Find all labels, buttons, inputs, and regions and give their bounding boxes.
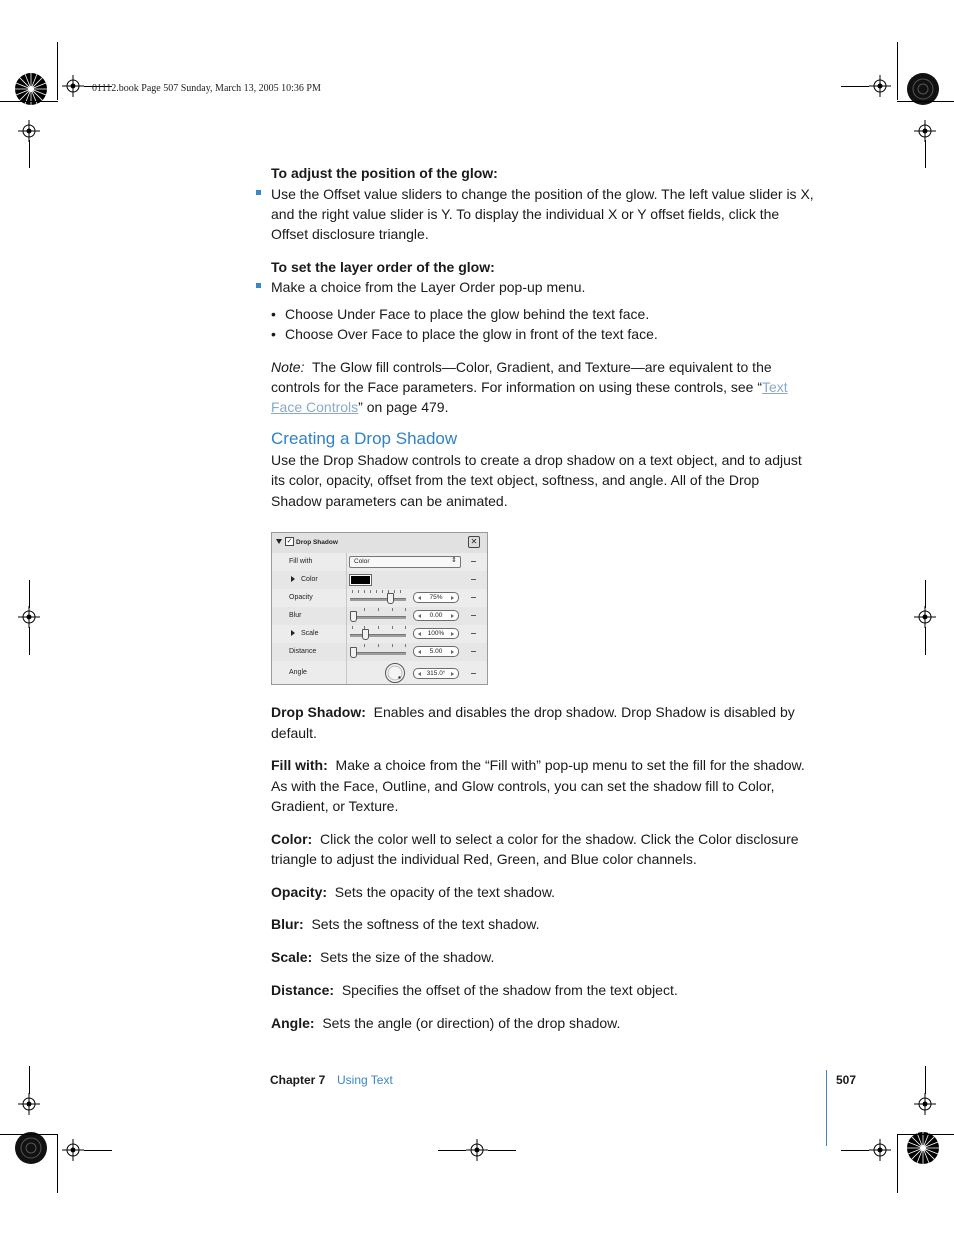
angle-field[interactable]: 315.0° <box>413 668 459 679</box>
distance-label: Distance <box>289 648 317 655</box>
section-heading: Creating a Drop Shadow <box>271 429 458 448</box>
opacity-row <box>272 589 487 607</box>
color-disclosure-icon[interactable] <box>291 576 295 582</box>
def-drop-shadow-line-2: default. <box>271 725 317 741</box>
glow-layer-sub-1: Choose Under Face to place the glow behind the text face. <box>285 306 650 322</box>
color-row <box>272 571 487 589</box>
text-face-controls-link[interactable]: Face Controls <box>271 399 359 415</box>
def-fill-with-line-1: Fill with: Make a choice from the “Fill with” pop-up menu to set the fill for the shadow. <box>271 757 805 773</box>
crosshair-mark-icon <box>18 1093 40 1115</box>
panel-header <box>272 533 487 554</box>
opacity-field[interactable]: 75% <box>413 592 459 603</box>
blur-slider[interactable] <box>350 616 406 619</box>
opacity-label: Opacity <box>289 594 313 601</box>
close-icon[interactable]: ✕ <box>468 536 480 548</box>
section-intro-2: its color, opacity, offset from the text object, softness, and angle. All of the Drop <box>271 472 760 488</box>
def-opacity: Opacity: Sets the opacity of the text shadow. <box>271 884 556 900</box>
distance-row <box>272 643 487 661</box>
note-label: Note: <box>271 359 305 375</box>
footer-divider <box>826 1070 827 1146</box>
disclosure-triangle-icon[interactable] <box>276 539 282 544</box>
crosshair-mark-icon <box>914 606 936 628</box>
def-distance: Distance: Specifies the offset of the shadow from the text object. <box>271 982 678 998</box>
def-color-line-1: Color: Click the color well to select a color for the shadow. Click the Color disclosure <box>271 831 799 847</box>
scale-disclosure-icon[interactable] <box>291 630 295 636</box>
note-line-2: controls for the Face parameters. For information on using these controls, see “Text <box>271 379 788 395</box>
def-blur: Blur: Sets the softness of the text shadow. <box>271 916 540 932</box>
blur-label: Blur <box>289 612 302 619</box>
glow-position-line-2: and the right value slider is Y. To display the individual X or Y offset fields, click the <box>271 206 780 222</box>
color-well[interactable] <box>349 574 372 586</box>
distance-slider-thumb[interactable] <box>350 647 357 658</box>
sub-bullet-dot: • <box>271 326 276 342</box>
crosshair-mark-icon <box>914 120 936 142</box>
text-face-controls-link[interactable]: Text <box>762 379 788 395</box>
def-fill-with-line-2: As with the Face, Outline, and Glow controls, you can set the shadow fill to Color, <box>271 778 775 794</box>
section-intro-3: Shadow parameters can be animated. <box>271 493 508 509</box>
crosshair-mark-icon <box>62 1139 84 1161</box>
blur-field[interactable]: 0.00 <box>413 610 459 621</box>
def-scale: Scale: Sets the size of the shadow. <box>271 949 495 965</box>
scale-slider-thumb[interactable] <box>362 629 369 640</box>
drop-shadow-checkbox[interactable]: ✓ <box>286 538 293 545</box>
note-line-3: Face Controls” on page 479. <box>271 399 449 415</box>
crosshair-mark-icon <box>466 1139 488 1161</box>
fill-with-label: Fill with <box>289 558 313 565</box>
scale-row <box>272 625 487 643</box>
glow-layer-title: To set the layer order of the glow: <box>271 259 495 275</box>
crosshair-mark-icon <box>62 75 84 97</box>
footer-section-link[interactable]: Using Text <box>337 1073 393 1087</box>
popup-arrows-icon: ⇕ <box>451 557 457 564</box>
scale-field[interactable]: 100% <box>413 628 459 639</box>
glow-position-line-3: Offset disclosure triangle. <box>271 226 429 242</box>
fill-with-row <box>272 553 487 571</box>
angle-row <box>272 661 487 684</box>
def-angle: Angle: Sets the angle (or direction) of the drop shadow. <box>271 1015 621 1031</box>
color-label: Color <box>301 576 318 583</box>
crosshair-mark-icon <box>914 1093 936 1115</box>
glow-layer-bullet: Make a choice from the Layer Order pop-up menu. <box>271 279 586 295</box>
blur-slider-thumb[interactable] <box>350 611 357 622</box>
note-line-1: Note: The Glow fill controls—Color, Gradient, and Texture—are equivalent to the <box>271 359 772 375</box>
blur-row <box>272 607 487 625</box>
def-drop-shadow-line-1: Drop Shadow: Enables and disables the drop shadow. Drop Shadow is disabled by <box>271 704 795 720</box>
footer-chapter: Chapter 7 <box>270 1073 326 1087</box>
crosshair-mark-icon <box>18 120 40 142</box>
scale-slider[interactable] <box>350 634 406 637</box>
def-color-line-2: triangle to adjust the individual Red, Green, and Blue color channels. <box>271 851 697 867</box>
crosshair-mark-icon <box>869 75 891 97</box>
bullet-icon <box>256 283 261 288</box>
sub-bullet-dot: • <box>271 306 276 322</box>
dial-mark-icon <box>13 1130 49 1166</box>
angle-label: Angle <box>289 669 307 676</box>
opacity-slider-thumb[interactable] <box>387 593 394 604</box>
distance-slider[interactable] <box>350 652 406 655</box>
angle-dial-icon[interactable] <box>384 662 406 684</box>
panel-title: Drop Shadow <box>296 539 338 546</box>
fill-with-popup[interactable] <box>349 556 461 568</box>
def-fill-with-line-3: Gradient, or Texture. <box>271 798 399 814</box>
crosshair-mark-icon <box>18 606 40 628</box>
glow-layer-sub-2: Choose Over Face to place the glow in front of the text face. <box>285 326 658 342</box>
section-intro-1: Use the Drop Shadow controls to create a drop shadow on a text object, and to adjust <box>271 452 802 468</box>
fill-with-value: Color <box>354 558 370 565</box>
page-number: 507 <box>836 1073 857 1087</box>
glow-position-title: To adjust the position of the glow: <box>271 165 498 181</box>
crosshair-mark-icon <box>869 1139 891 1161</box>
starburst-mark-icon <box>905 1130 941 1166</box>
bullet-icon <box>256 190 261 195</box>
opacity-slider[interactable] <box>350 598 406 601</box>
distance-field[interactable]: 5.00 <box>413 646 459 657</box>
scale-label: Scale <box>301 630 319 637</box>
file-info-header: 01112.book Page 507 Sunday, March 13, 2005 10:36 PM <box>92 83 321 94</box>
glow-position-line-1: Use the Offset value sliders to change the position of the glow. The left value slider is X, <box>271 186 814 202</box>
drop-shadow-panel <box>271 532 488 685</box>
